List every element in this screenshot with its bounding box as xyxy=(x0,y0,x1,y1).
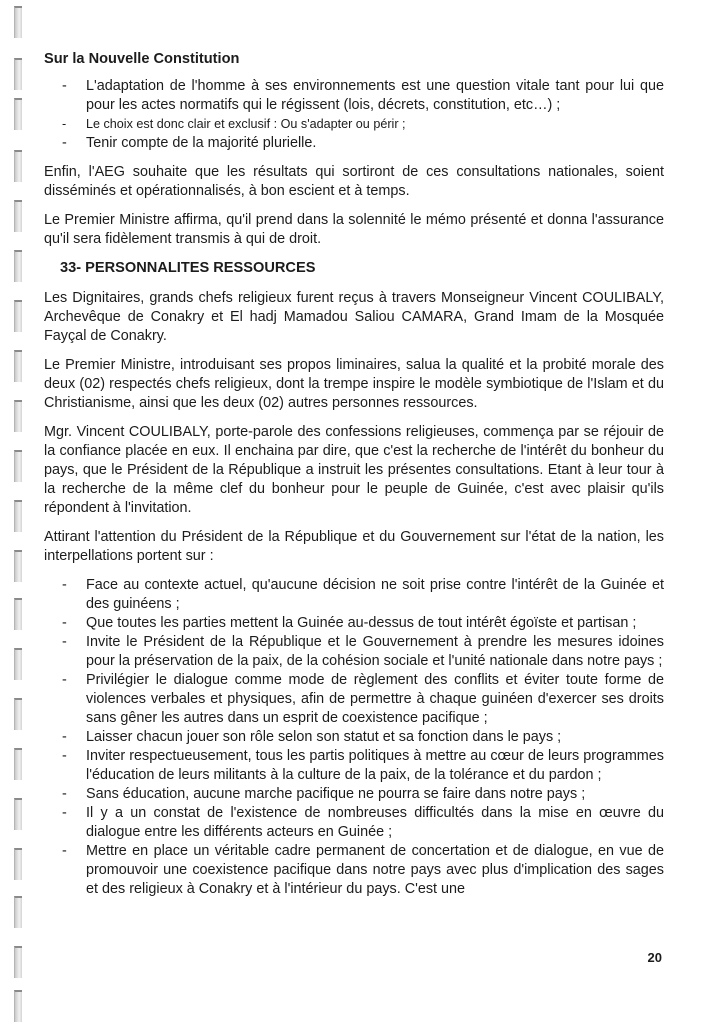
interpellations-list xyxy=(44,576,664,899)
binding-hole xyxy=(14,200,22,232)
list-item: - Sans éducation, aucune marche pacifique ne pourra se faire dans notre pays ; xyxy=(86,785,664,804)
paragraph: Le Premier Ministre affirma, qu'il prend dans la solennité le mémo présenté et donna l'assurance qu'il sera fidèlement transmis à qui de droit. xyxy=(44,212,664,247)
binding-hole xyxy=(14,400,22,432)
binding-hole xyxy=(14,896,22,928)
binding-hole xyxy=(14,848,22,880)
binding-hole xyxy=(14,350,22,382)
list-item: - Face au contexte actuel, qu'aucune décision ne soit prise contre l'intérêt de la Guinée et des guinéens ; xyxy=(86,576,664,614)
list-item: - Inviter respectueusement, tous les partis politiques à mettre au cœur de leurs programmes l'éducation de leurs militants à la culture de la paix, de la tolérance et du pardon ; xyxy=(86,747,664,785)
list-item: - Invite le Président de la République et le Gouvernement à prendre les mesures idoines pour la préservation de la paix, de la cohésion sociale et l'unité nationale dans notre pays ; xyxy=(86,633,664,671)
binding-hole xyxy=(14,550,22,582)
subsection-title: 33- PERSONNALITES RESSOURCES xyxy=(60,260,316,276)
binding-hole xyxy=(14,648,22,680)
list-item: - L'adaptation de l'homme à ses environnements est une question vitale tant pour lui que pour les actes normatifs qui le régissent (lois, décrets, constitution, etc…) ; xyxy=(86,77,664,115)
binding-hole xyxy=(14,698,22,730)
binding-hole xyxy=(14,300,22,332)
binding-hole xyxy=(14,798,22,830)
page-content xyxy=(44,50,664,909)
binding-hole xyxy=(14,748,22,780)
paragraph: Enfin, l'AEG souhaite que les résultats qui sortiront de ces consultations nationales, soient disséminés et opérationnalisés, à bon escient et à temps. xyxy=(44,164,664,199)
paragraph: Attirant l'attention du Président de la République et du Gouvernement sur l'état de la nation, les interpellations portent sur : xyxy=(44,529,664,564)
binding-hole xyxy=(14,98,22,130)
binding-hole xyxy=(14,450,22,482)
paragraph: Le Premier Ministre, introduisant ses propos liminaires, salua la qualité et la probité morale des deux (02) respectés chefs religieux, dont la trempe inspire le modèle symbiotique de l'Islam et du Christianisme, ainsi que les deux (02) autres personnes ressources. xyxy=(44,357,664,411)
binding-hole xyxy=(14,6,22,38)
list-item: - Tenir compte de la majorité plurielle. xyxy=(86,134,664,153)
binding-hole xyxy=(14,150,22,182)
paragraph: Les Dignitaires, grands chefs religieux furent reçus à travers Monseigneur Vincent COULIBALY, Archevêque de Conakry et El hadj Mamadou Saliou CAMARA, Grand Imam de la Mosquée Fayçal de Conakry. xyxy=(44,290,664,344)
binding-hole xyxy=(14,58,22,90)
binding-hole xyxy=(14,598,22,630)
binding-hole xyxy=(14,990,22,1022)
constitution-list xyxy=(44,77,664,153)
list-item: - Mettre en place un véritable cadre permanent de concertation et de dialogue, en vue de promouvoir une coexistence pacifique dans notre pays avec plus d'implication des sages et des religieux à Conakry et à l'intérieur du pays. C'est une xyxy=(86,842,664,899)
paragraph: Mgr. Vincent COULIBALY, porte-parole des confessions religieuses, commença par se réjouir de la confiance placée en eux. Il enchaina par dire, que c'est la recherche de l'intérêt du bonheur du pays, que le Président de la République a instruit les présentes consultations. Etant à leur tour à la recherche de la même clef du bonheur pour le peuple de Guinée, c'est avec plaisir qu'ils répondent à l'invitation. xyxy=(44,424,664,516)
list-item: - Que toutes les parties mettent la Guinée au-dessus de tout intérêt égoïste et partisan ; xyxy=(86,614,664,633)
list-item: - Laisser chacun jouer son rôle selon son statut et sa fonction dans le pays ; xyxy=(86,728,664,747)
section-title: Sur la Nouvelle Constitution xyxy=(44,51,240,67)
list-item: - Privilégier le dialogue comme mode de règlement des conflits et éviter toute forme de violences verbales et physiques, afin de permettre à chaque guinéen d'exercer ses droits sans gêner les autres dans un esprit de coexistence pacifique ; xyxy=(86,671,664,728)
list-item: - Le choix est donc clair et exclusif : Ou s'adapter ou périr ; xyxy=(86,115,664,134)
list-item: - Il y a un constat de l'existence de nombreuses difficultés dans la mise en œuvre du dialogue entre les différents acteurs en Guinée ; xyxy=(86,804,664,842)
binding-hole xyxy=(14,250,22,282)
binding-hole xyxy=(14,946,22,978)
binding-holes xyxy=(14,0,28,1024)
binding-hole xyxy=(14,500,22,532)
page-number: 20 xyxy=(647,950,662,965)
